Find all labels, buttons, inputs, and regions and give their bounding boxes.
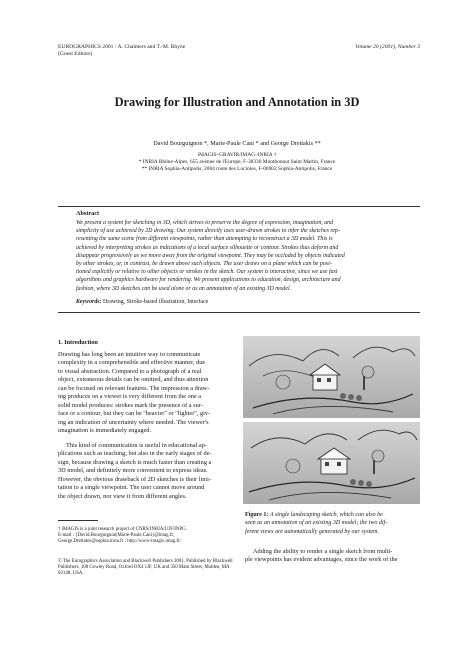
intro-para-2 (58, 442, 236, 501)
text-line: Adding the ability to render a single sketch from multi- (253, 548, 393, 555)
text-line: to visual abstraction. Compared to a photograph of a real (58, 367, 202, 375)
text-line: Drawing has long been an intuitive way to communicate (58, 351, 201, 358)
caption-line: ferent views are automatically generated by our system. (245, 528, 379, 535)
text-line: can be focused on relevant features. The impression a draw- (58, 384, 210, 392)
affiliation-sophia: ** INRIA Sophia-Antipolis, 2004 route des Lucioles, F-06902 Sophia-Antipolis, France (141, 166, 333, 172)
abstract-line: tioned explicitly or relative to other objects or strokes in the sketch. Our system is interactive, since we use fast (76, 269, 338, 276)
text-line: However, the obvious drawback of 2D sketches is their limi- (58, 475, 211, 483)
abstract-line: disappear progressively as we move away from the original viewpoint. They may be occluded by objects indicated (76, 252, 345, 259)
keywords-label: Keywords: (76, 299, 102, 305)
figure-caption (245, 511, 421, 536)
footnote-rule (58, 520, 98, 521)
publisher-notice (58, 559, 240, 578)
publisher-line: Publishers, 108 Cowley Road, Oxford OX4 1JF, UK and 350 Main Street, Malden, MA (58, 565, 230, 571)
figure-1-image (243, 336, 420, 504)
keywords (76, 299, 208, 305)
paper-title: Drawing for Illustration and Annotation in 3D (114, 95, 360, 109)
abstract-line: resenting the same scene from different viewpoints, rather than attempting to reconstruct a 3D model. This is (76, 236, 333, 243)
text-line: ing an indication of uncertainty where needed. The viewer's (58, 418, 209, 426)
text-line: ing produces on a viewer is very different from the one a (58, 393, 202, 401)
conference-line: EUROGRAPHICS 2001 / A. Chalmers and T.-M. Rhyne (58, 44, 186, 50)
footnote (58, 527, 238, 546)
affiliation-rhone-alpes: * INRIA Rhône-Alpes, 655 avenue de l'Europe, F-38330 Montbonnot Saint Martin, France (138, 159, 336, 165)
text-line: 3D model, and definitely more convenient to express ideas. (58, 467, 208, 475)
text-line: This kind of communication is useful in educational ap- (66, 442, 207, 449)
text-line: tation to a single viewpoint. The user cannot move around (58, 484, 205, 492)
text-line: object, extraneous details can be omitted, and thus attention (58, 376, 209, 384)
running-header-left (58, 44, 185, 58)
text-line: ple viewpoints has evident advantages, since the work of the (245, 556, 398, 564)
abstract-heading: Abstract (76, 210, 100, 217)
caption-line: seen as an annotation of an existing 3D model; the two dif- (245, 520, 388, 527)
caption-line: A single landscaping sketch, which can also be (269, 512, 383, 518)
text-line: face or a contour, but they can be "heavier" or "lighter", giv- (58, 410, 211, 418)
right-column-text (245, 548, 421, 565)
abstract-top-rule (58, 206, 420, 207)
abstract-line: by other strokes, or, in contrast, be drawn above such objects. The user draws on a plane which can be posi- (76, 261, 332, 268)
affiliations (0, 152, 474, 173)
abstract-line: algorithms and graphics hardware for rendering. We present applications to education, design, architecture and (76, 277, 341, 284)
author-list: David Bourguignon *, Marie-Paule Cani * and George Drettakis ** (153, 140, 321, 147)
publisher-line: © The Eurographics Association and Blackwell Publishers 2001. Published by Blackwell (58, 559, 233, 564)
text-line: solid model produces: strokes mark the presence of a sur- (58, 401, 203, 409)
footnote-line: † iMAGIS is a joint research project of CNRS/INRIA/UJF/INPG. (58, 527, 187, 532)
volume-info: Volume 20 (2001), Number 3 (355, 44, 420, 50)
editors-line: (Guest Editors) (58, 51, 93, 57)
abstract-body (76, 219, 420, 293)
abstract-line: achieved by interpreting strokes as indications of a local surface silhouette or contour. Strokes thus deform and (76, 244, 339, 251)
keywords-value: Drawing, Stroke-based illustration, Interface (103, 299, 209, 305)
text-line: the object drawn, nor view it from different angles. (58, 492, 187, 500)
figure-label: Figure 1: (245, 512, 269, 518)
landscape-sketch-illustration (243, 336, 420, 504)
text-line: imagination is immediately engaged. (58, 427, 152, 435)
text-line: sign, because drawing a sketch is much faster than creating a (58, 458, 212, 466)
abstract-line: simplicity of use achieved by 2D drawing. Our system directly uses user-drawn strokes to infer the sketches rep- (76, 228, 340, 235)
intro-para-1 (58, 351, 236, 436)
abstract-line: We present a system for sketching in 3D, which strives to preserve the degree of expression, imagination, and (76, 220, 334, 226)
affiliation-lab: iMAGIS–GRAVIR/IMAG–INRIA † (197, 152, 277, 158)
section-heading: 1. Introduction (58, 339, 98, 346)
footnote-line: E-mail : {David.Bourguignon|Marie-Paule.Cani}@imag.fr, (58, 533, 175, 539)
abstract-line: fashion, where 3D sketches can be used alone or as an annotation of an existing 3D model. (76, 285, 292, 292)
abstract-bottom-rule (58, 312, 420, 313)
footnote-line: George.Drettakis@sophia.inria.fr ; http://www-imagis.imag.fr/ (58, 539, 181, 545)
publisher-line: 02148, USA. (58, 571, 84, 577)
text-line: complexity in a comprehensible and effective manner, due (58, 359, 206, 367)
text-line: plications such as teaching, but also in the early stages of de- (58, 450, 212, 458)
